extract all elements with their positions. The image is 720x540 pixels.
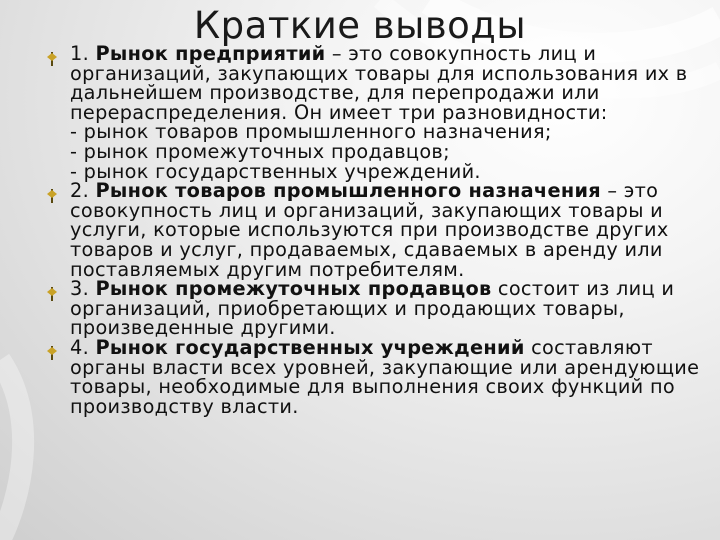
item-text: – это совокупность лиц и организаций, закупающих товары для использования их в дальнейшем производстве, для перепродажи или перераспределения. Он имеет три разновидности: xyxy=(70,42,688,124)
bullet-icon xyxy=(45,52,59,66)
list-item xyxy=(40,335,708,418)
item-heading: Рынок государственных учреждений xyxy=(95,335,525,359)
item-number: 1. xyxy=(70,42,89,65)
sub-item: - рынок товаров промышленного назначения; xyxy=(70,120,552,144)
sub-item: - рынок промежуточных продавцов; xyxy=(70,139,450,163)
list-item xyxy=(40,181,708,279)
sub-item: - рынок государственных учреждений. xyxy=(70,159,481,183)
item-heading: Рынок промежуточных продавцов xyxy=(95,277,492,301)
item-heading: Рынок предприятий xyxy=(95,42,326,65)
item-text: состоит из лиц и организаций, приобретающих и продающих товары, произведенные другими. xyxy=(70,277,675,340)
bullet-icon xyxy=(45,346,59,360)
item-number: 3. xyxy=(70,277,89,301)
item-text: – это совокупность лиц и организаций, закупающих товары и услуги, которые используются при производстве других товаров и услуг, продаваемых, сдаваемых в аренду или поставляемых другим потребителям. xyxy=(70,179,669,281)
item-number: 2. xyxy=(70,179,89,203)
slide-title: Краткие выводы xyxy=(193,4,527,47)
summary-list xyxy=(40,44,708,416)
list-item xyxy=(40,44,708,181)
item-number: 4. xyxy=(70,335,89,359)
list-item xyxy=(40,279,708,338)
bullet-icon xyxy=(45,287,59,301)
item-heading: Рынок товаров промышленного назначения xyxy=(95,179,601,203)
bullet-icon xyxy=(45,189,59,203)
item-text: составляют органы власти всех уровней, закупающие или арендующие товары, необходимые для выполнения своих функций по производству власти. xyxy=(70,335,700,418)
